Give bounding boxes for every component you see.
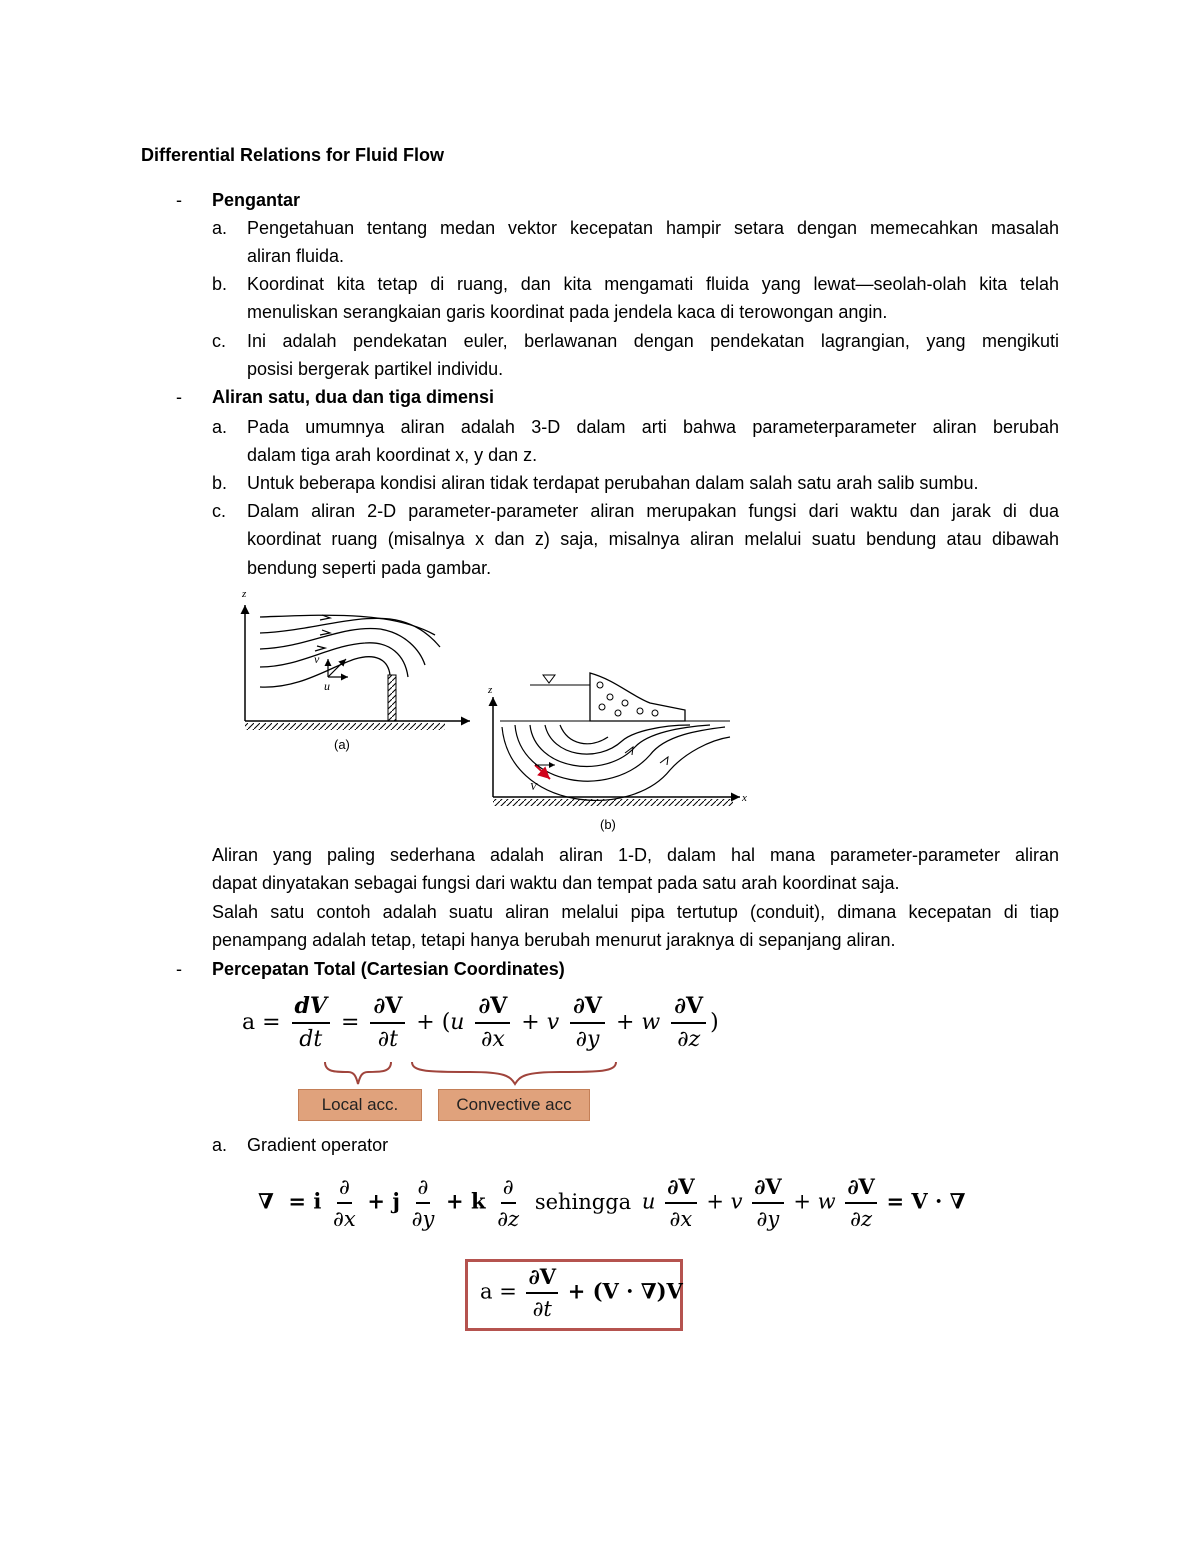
- equation-total-acceleration: a = $\frac{dV}{dt}$ = $\frac{\partial V}{\partial t}$ + (u $\frac{\partial V}{\partial x}$ + v $\frac{\partial V}{\partial y}$ + w $\frac{\partial V}{\partial z}$ ): [242, 990, 719, 1056]
- equation-gradient: ∇ = i $\frac{\partial}{\partial x}$ + j $\frac{\partial}{\partial y}$ + k $\frac{\partial}{\partial z}$ sehingga u $\frac{\partial V}{\partial x}$ + v $\frac{\partial V}{\partial y}$ + w $\frac{\partial V}{\partial z}$ = V · ∇: [258, 1174, 966, 1231]
- item-line: Gradient operator: [247, 1135, 389, 1155]
- paragraph-line: penampang adalah tetap, tetapi hanya berubah menurut jaraknya di sepanjang aliran.: [212, 930, 896, 950]
- equation-braces: [320, 1058, 620, 1088]
- axis-z-a: z: [242, 588, 247, 600]
- item-line: dalam tiga arah koordinat x, y dan z.: [247, 445, 538, 465]
- item-marker: a.: [212, 417, 228, 437]
- item-line: Pengetahuan tentang medan vektor kecepatan hampir setara dengan memecahkan masalah: [247, 218, 1059, 238]
- flow-figure: [230, 585, 760, 835]
- page-title: Differential Relations for Fluid Flow: [141, 145, 445, 165]
- label-v: v: [314, 652, 320, 666]
- convective-acc-label: Convective acc: [438, 1089, 590, 1121]
- caption-a: (a): [334, 737, 350, 752]
- item-line: Dalam aliran 2-D parameter-parameter aliran merupakan fungsi dari waktu dan jarak di dua: [247, 501, 1059, 521]
- item-marker: a.: [212, 218, 228, 238]
- item-marker: b.: [212, 274, 228, 294]
- section-heading-aliran: Aliran satu, dua dan tiga dimensi: [212, 387, 495, 407]
- label-V: V: [530, 781, 537, 793]
- caption-b: (b): [600, 817, 616, 832]
- equation-result: a = $\frac{\partial V}{\partial t}$ + (V · ∇)V: [480, 1264, 683, 1321]
- section-heading-pengantar: Pengantar: [212, 190, 301, 210]
- local-acc-label: Local acc.: [298, 1089, 422, 1121]
- item-line: Untuk beberapa kondisi aliran tidak terdapat perubahan dalam salah satu arah salib sumbu.: [247, 473, 979, 493]
- axis-x-b: x: [742, 792, 747, 804]
- figure-a: [241, 588, 470, 752]
- item-line: menuliskan serangkaian garis koordinat pada jendela kaca di terowongan angin.: [247, 302, 888, 322]
- item-marker: c.: [212, 501, 227, 521]
- axis-z-b: z: [488, 684, 493, 696]
- item-line: aliran fluida.: [247, 246, 345, 266]
- paragraph-line: dapat dinyatakan sebagai fungsi dari waktu dan tempat pada satu arah koordinat saja.: [212, 873, 900, 893]
- item-line: koordinat ruang (misalnya x dan z) saja, misalnya aliran melalui suatu bendung atau dibawah: [247, 529, 1059, 549]
- item-line: posisi bergerak partikel individu.: [247, 359, 504, 379]
- item-marker: c.: [212, 331, 227, 351]
- item-line: Ini adalah pendekatan euler, berlawanan dengan pendekatan lagrangian, yang mengikuti: [247, 331, 1059, 351]
- item-line: Koordinat kita tetap di ruang, dan kita mengamati fluida yang lewat—seolah-olah kita telah: [247, 274, 1059, 294]
- item-line: Pada umumnya aliran adalah 3-D dalam arti bahwa parameterparameter aliran berubah: [247, 417, 1059, 437]
- sehingga-text: sehingga: [534, 1189, 632, 1214]
- section-heading-percepatan: Percepatan Total (Cartesian Coordinates): [212, 959, 565, 979]
- item-marker: a.: [212, 1135, 228, 1155]
- section-bullet: -: [176, 190, 182, 210]
- label-u: u: [324, 679, 330, 693]
- section-bullet: -: [176, 959, 182, 979]
- paragraph-line: Aliran yang paling sederhana adalah aliran 1-D, dalam hal mana parameter-parameter aliran: [212, 845, 1059, 865]
- item-marker: b.: [212, 473, 228, 493]
- item-line: bendung seperti pada gambar.: [247, 558, 492, 578]
- section-bullet: -: [176, 387, 182, 407]
- figure-b: [487, 673, 747, 832]
- paragraph-line: Salah satu contoh adalah suatu aliran melalui pipa tertutup (conduit), dimana kecepatan di tiap: [212, 902, 1059, 922]
